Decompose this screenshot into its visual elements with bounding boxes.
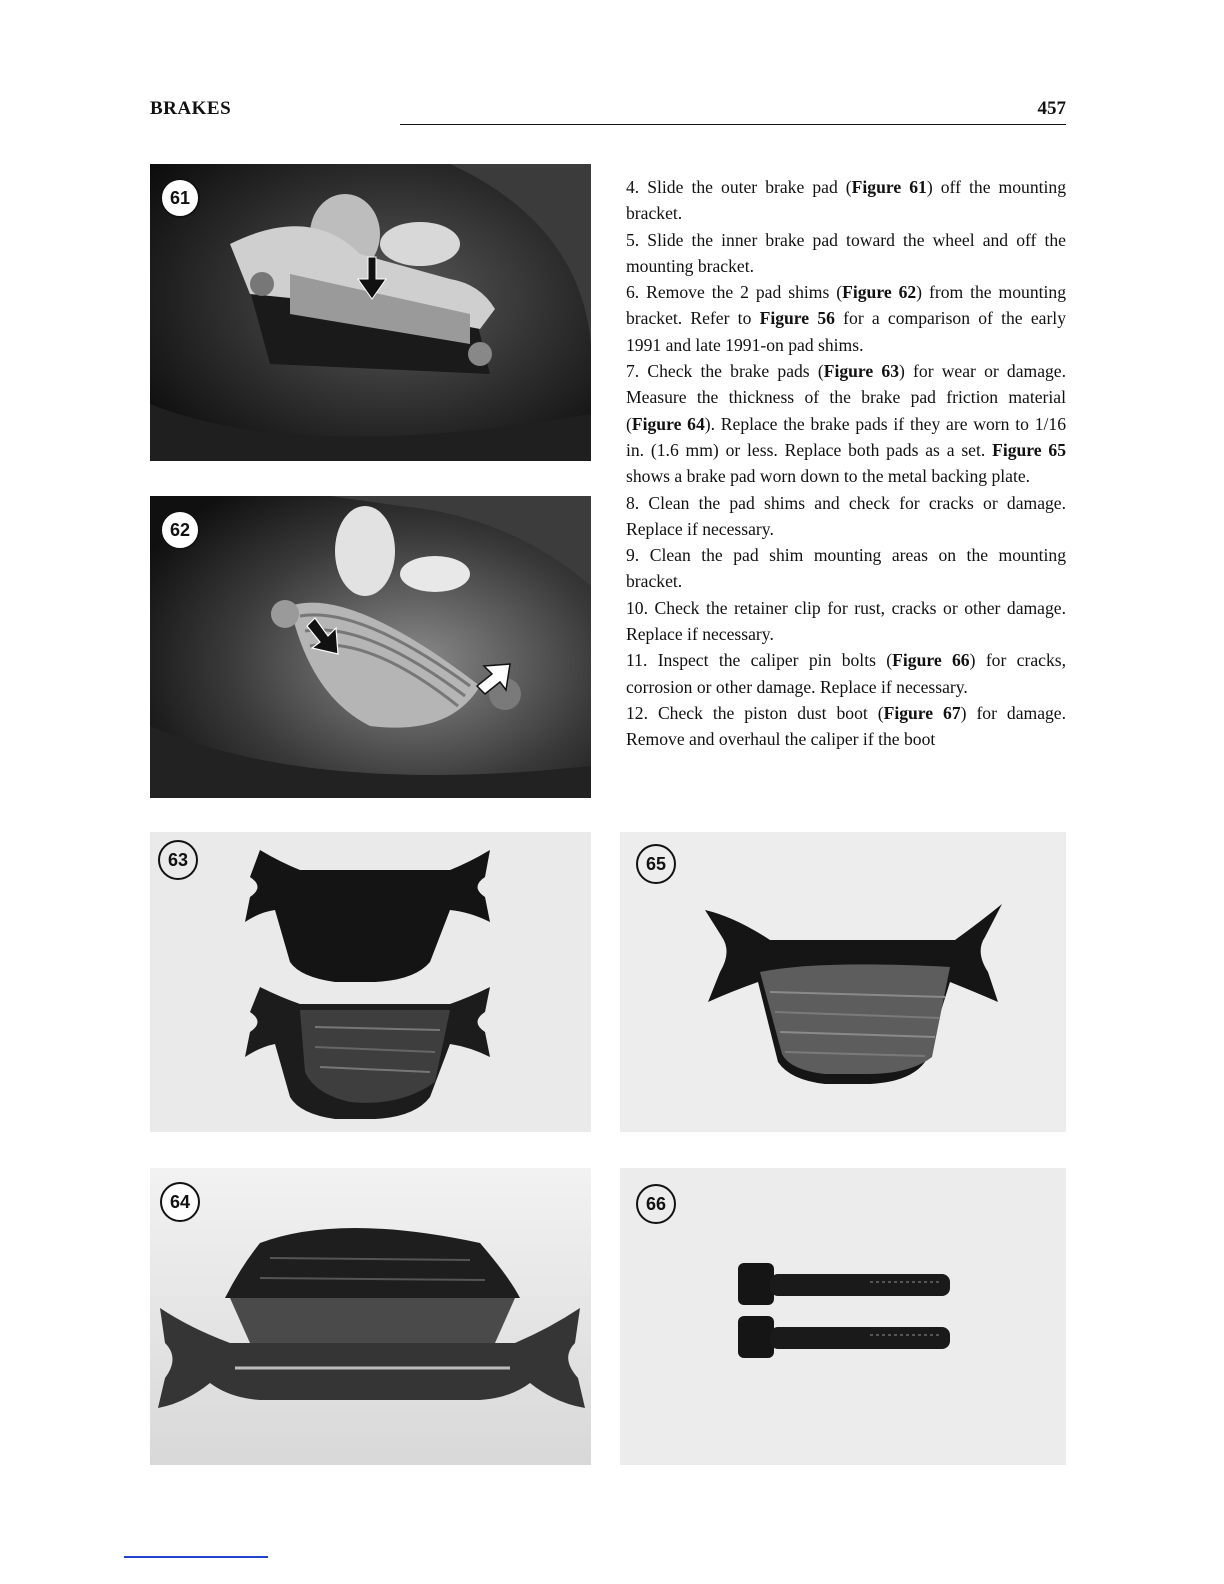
step-paragraph xyxy=(626,700,1066,753)
step-number: 11. xyxy=(626,650,658,671)
figure-65-photo xyxy=(620,832,1066,1132)
step-number: 9. xyxy=(626,545,650,566)
step-paragraph xyxy=(626,227,1066,280)
figure-61-photo xyxy=(150,164,591,461)
step-number: 8. xyxy=(626,492,649,513)
step-paragraph xyxy=(626,490,1066,543)
step-text: ). Replace the brake pads if they are worn to 1/16 in. (1.6 mm) or less. Replace both pads as a set. xyxy=(626,413,1066,460)
step-paragraph xyxy=(626,358,1066,489)
header-rule xyxy=(400,124,1066,125)
figure-64-badge: 64 xyxy=(160,1182,200,1222)
step-text: ) for wear or damage. Measure the thickness of the brake pad friction material ( xyxy=(626,361,1067,434)
footer-rule xyxy=(124,1556,268,1558)
figure-65-badge: 65 xyxy=(636,844,676,884)
step-number: 10. xyxy=(626,597,655,618)
figure-63-photo xyxy=(150,832,591,1132)
figure-reference: Figure 65 xyxy=(992,439,1066,460)
step-number: 6. xyxy=(626,282,647,303)
step-paragraph xyxy=(626,647,1066,700)
section-title: BRAKES xyxy=(150,98,232,119)
figure-66-badge: 66 xyxy=(636,1184,676,1224)
figure-reference: Figure 62 xyxy=(842,282,917,303)
step-text: Clean the pad shim mounting areas on the mounting bracket. xyxy=(626,545,1067,592)
step-text: ) off the mounting bracket. xyxy=(626,177,1066,224)
figure-reference: Figure 64 xyxy=(631,413,705,434)
step-paragraph xyxy=(626,174,1066,227)
step-text: Clean the pad shims and check for cracks or damage. Replace if necessary. xyxy=(626,492,1067,539)
step-text: Check the piston dust boot ( xyxy=(657,702,884,723)
page-number: 457 xyxy=(1037,98,1066,119)
step-text: Check the brake pads ( xyxy=(647,361,824,382)
page-header xyxy=(150,96,1066,128)
step-text: ) for cracks, corrosion or other damage. Replace if necessary. xyxy=(626,650,1066,697)
step-text: shows a brake pad worn down to the metal backing plate. xyxy=(626,466,1031,487)
step-text: Check the retainer clip for rust, cracks or other damage. Replace if necessary. xyxy=(626,597,1066,645)
figure-reference: Figure 67 xyxy=(883,702,961,723)
step-text: Remove the 2 pad shims ( xyxy=(646,282,843,303)
body-text xyxy=(626,174,1066,753)
step-number: 12. xyxy=(626,702,658,723)
figure-64-photo xyxy=(150,1168,591,1465)
step-number: 7. xyxy=(626,361,648,382)
figure-62-badge: 62 xyxy=(160,510,200,550)
figure-62-photo xyxy=(150,496,591,798)
step-text: ) from the mounting bracket. Refer to xyxy=(626,282,1066,329)
step-text: Slide the inner brake pad toward the wheel and off the mounting bracket. xyxy=(626,229,1066,276)
figure-reference: Figure 56 xyxy=(759,308,835,329)
step-paragraph xyxy=(626,595,1066,648)
step-paragraph xyxy=(626,542,1066,595)
figure-61-badge: 61 xyxy=(160,178,200,218)
step-number: 4. xyxy=(626,177,648,197)
figure-reference: Figure 66 xyxy=(892,650,970,671)
step-text: for a comparison of the early 1991 and late 1991-on pad shims. xyxy=(626,308,1066,355)
step-number: 5. xyxy=(626,229,648,250)
step-text: Slide the outer brake pad ( xyxy=(647,177,852,197)
figure-66-photo xyxy=(620,1168,1066,1465)
figure-63-badge: 63 xyxy=(158,840,198,880)
figure-reference: Figure 61 xyxy=(851,177,927,197)
figure-reference: Figure 63 xyxy=(823,361,899,382)
step-text: ) for damage. Remove and overhaul the caliper if the boot xyxy=(626,702,1067,750)
step-text: Inspect the caliper pin bolts ( xyxy=(657,650,893,671)
step-paragraph xyxy=(626,279,1066,358)
